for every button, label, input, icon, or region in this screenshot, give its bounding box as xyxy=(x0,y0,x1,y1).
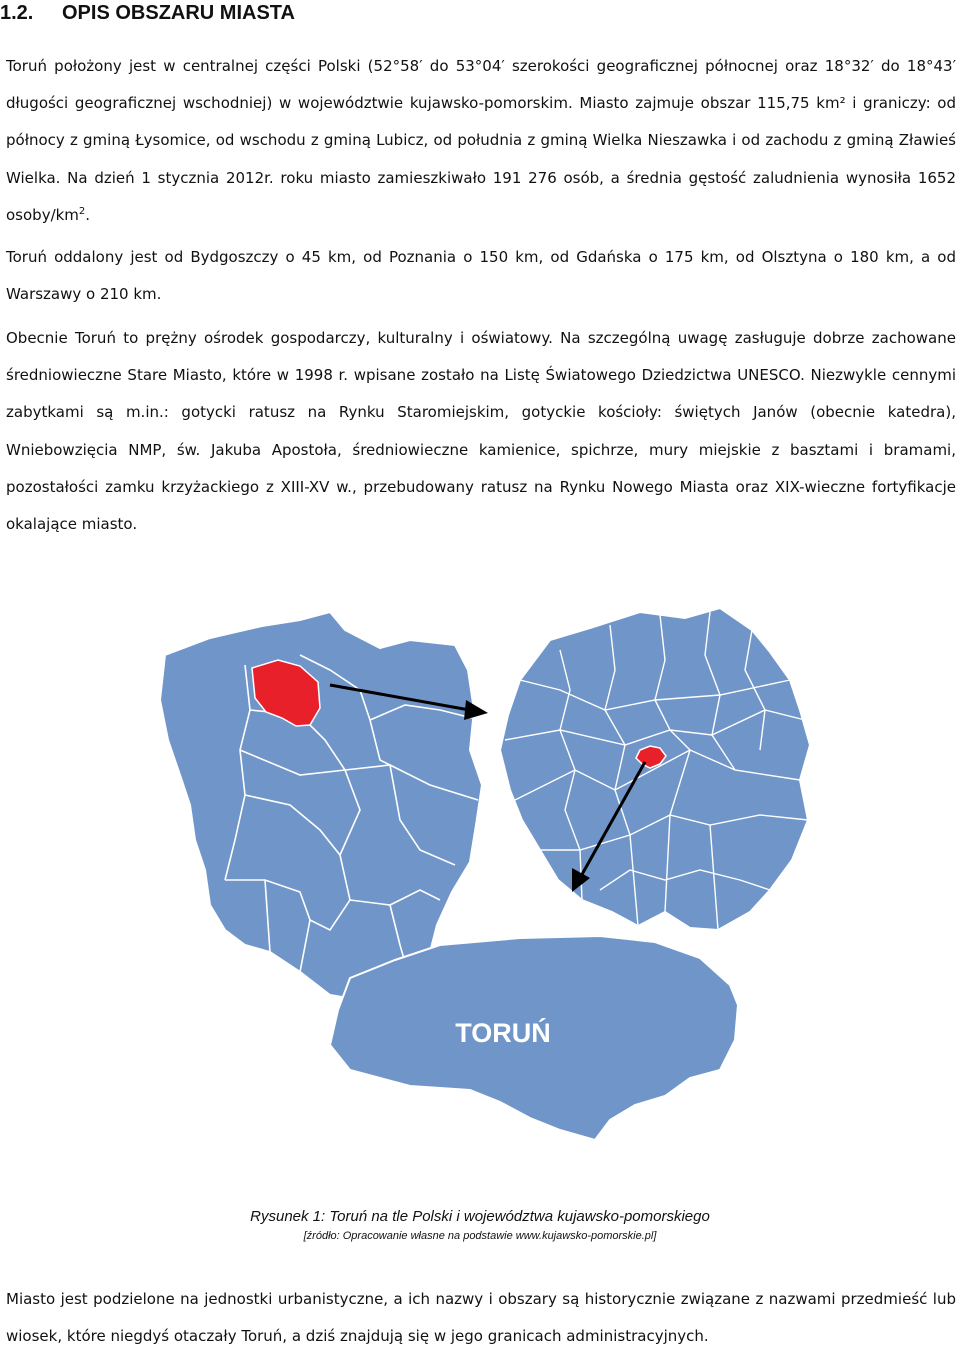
poland-outline xyxy=(160,612,482,1000)
arrowhead-right xyxy=(464,700,488,720)
torun-city-label: TORUŃ xyxy=(455,1018,551,1048)
paragraph-urban-units: Miasto jest podzielone na jednostki urbanistyczne, a ich nazwy i obszary są historycznie związane z nazwami przedmieść lub wiosek, które niegdyś otaczały Toruń, a dziś znajdują się w jego granicach administracyjnych. xyxy=(6,1290,956,1346)
poland-map xyxy=(160,612,482,1000)
paragraph-distances: Toruń oddalony jest od Bydgoszczy o 45 km, od Poznania o 150 km, od Gdańska o 175 km, od Olsztyna o 180 km, a od Warszawy o 210 km. xyxy=(6,248,956,304)
figure-maps xyxy=(0,600,960,1220)
section-number: 1.2. xyxy=(0,2,34,24)
voivodeship-map xyxy=(500,608,810,930)
maps-illustration xyxy=(0,600,960,1220)
paragraph-location-end: . xyxy=(85,205,91,224)
paragraph-location xyxy=(6,48,956,234)
paragraph-location-text: Toruń położony jest w centralnej części Polski (52°58′ do 53°04′ szerokości geograficznej północnej oraz 18°32′ do 18°43′ długości geograficznej wschodniej) w województwie kujawsko-pomorskim. Miasto zajmuje obszar 115,75 km² i graniczy: od północy z gminą Łysomice, od wschodu z gminą Lubicz, od południa z gminą Wielka Nieszawka i od zachodu z gminą Zławieś Wielka. Na dzień 1 stycznia 2012r. roku miasto zamieszkiwało 191 276 osób, a średnia gęstość zaludnienia wynosiła 1652 osoby/km xyxy=(6,57,956,224)
section-title: OPIS OBSZARU MIASTA xyxy=(62,2,295,24)
torun-city-map xyxy=(330,936,738,1140)
section-heading xyxy=(0,0,295,26)
paragraph-heritage: Obecnie Toruń to prężny ośrodek gospodarczy, kulturalny i oświatowy. Na szczególną uwagę zasługuje dobrze zachowane średniowieczne Stare Miasto, które w 1998 r. wpisane zostało na Listę Światowego Dziedzictwa UNESCO. Niezwykle cennymi zabytkami są m.in.: gotycki ratusz na Rynku Staromiejskim, gotyckie kościoły: świętych Janów (obecnie katedra), Wniebowzięcia NMP, św. Jakuba Apostoła, średniowieczne kamienice, spichrze, mury miejskie z basztami i bramami, pozostałości zamku krzyżackiego z XIII-XV w., przebudowany ratusz na Rynku Nowego Miasta oraz XIX-wieczne fortyfikacje okalające miasto. xyxy=(6,329,956,534)
figure-source: [źródło: Opracowanie własne na podstawie www.kujawsko-pomorskie.pl] xyxy=(303,1230,657,1242)
figure-caption: Rysunek 1: Toruń na tle Polski i województwa kujawsko-pomorskiego xyxy=(250,1208,710,1225)
superscript-2: 2 xyxy=(78,205,86,217)
